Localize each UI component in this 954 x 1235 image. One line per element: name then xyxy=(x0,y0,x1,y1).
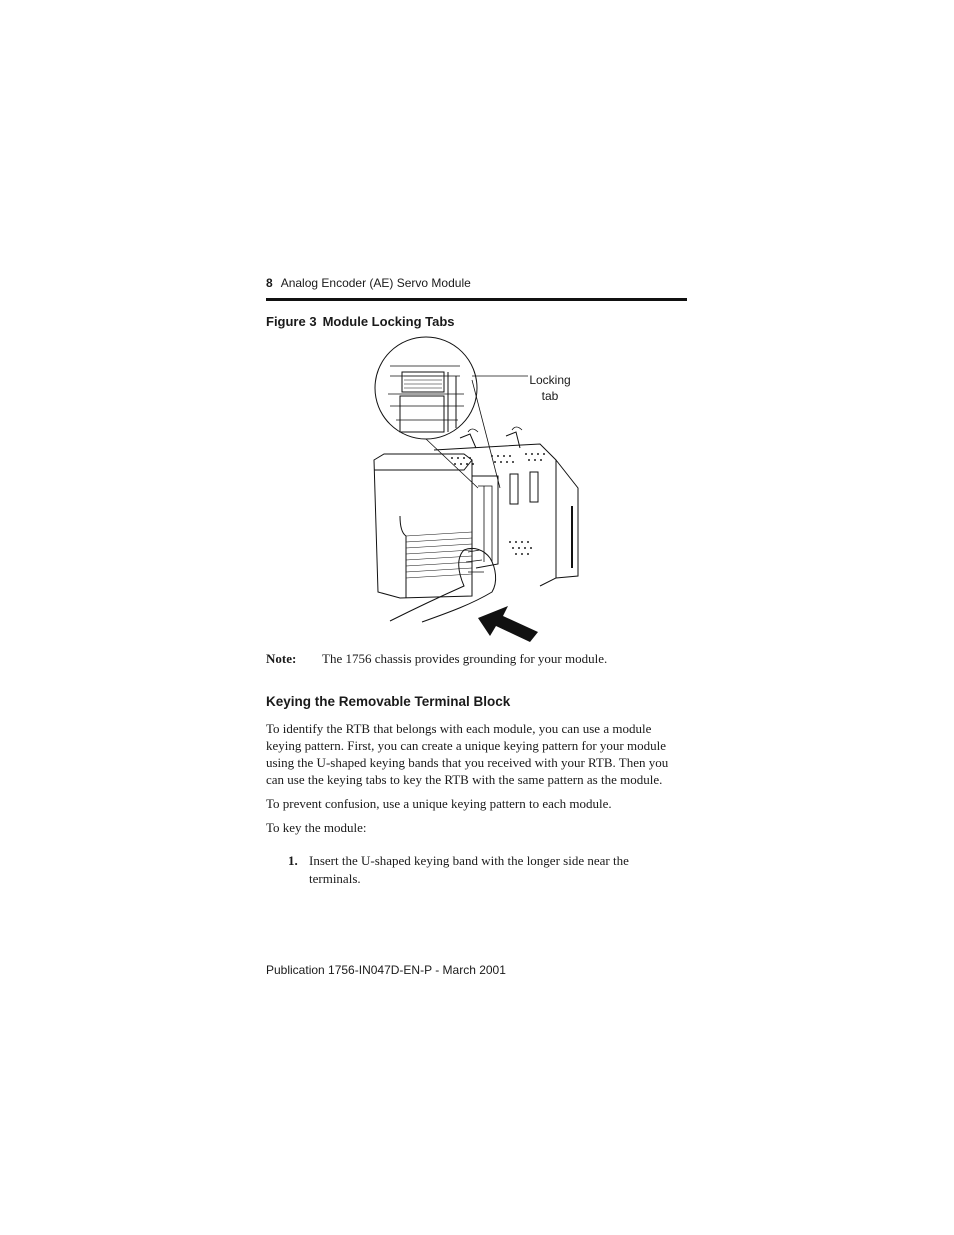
paragraph: To prevent confusion, use a unique keying pattern to each module. xyxy=(266,796,612,811)
note-label: Note: xyxy=(266,651,297,666)
callout-line1: Locking xyxy=(529,373,571,387)
header-rule xyxy=(266,298,687,301)
insert-arrow xyxy=(478,606,538,642)
page-number: 8 xyxy=(266,276,273,290)
step-number: 1. xyxy=(288,853,298,868)
header-title: Analog Encoder (AE) Servo Module xyxy=(280,276,471,290)
paragraph: To key the module: xyxy=(266,820,367,835)
page-footer: Publication 1756-IN047D-EN-P - March 2001 xyxy=(266,963,506,977)
figure-caption xyxy=(266,314,455,329)
locking-tab-callout xyxy=(520,372,580,404)
note xyxy=(266,651,607,667)
note-text: The 1756 chassis provides grounding for your module. xyxy=(322,651,608,666)
paragraph: To identify the RTB that belongs with each module, you can use a module keying pattern. First, you can create a unique keying pattern for your module using the U-shaped keying bands that you received with your RTB. Then you can use the keying tabs to key the RTB with the same pattern as the module. xyxy=(266,721,669,787)
step-text: Insert the U-shaped keying band with the longer side near the terminals. xyxy=(309,853,629,886)
page-header xyxy=(266,276,471,290)
section-body xyxy=(266,720,687,843)
figure-number: Figure 3 xyxy=(266,314,317,329)
section-heading: Keying the Removable Terminal Block xyxy=(266,694,511,709)
callout-line2: tab xyxy=(541,389,559,403)
figure-title: Module Locking Tabs xyxy=(322,314,455,329)
